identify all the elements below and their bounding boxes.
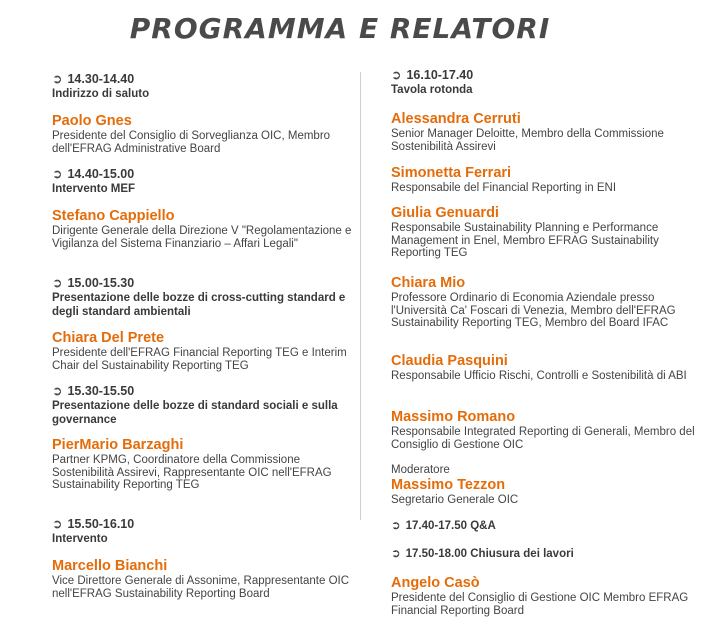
session-time: ➲ 17.40-17.50 Q&A <box>391 520 496 532</box>
arrow-icon: ➲ <box>391 548 401 560</box>
arrow-icon: ➲ <box>52 72 63 86</box>
arrow-icon: ➲ <box>52 384 63 398</box>
column-divider <box>360 72 361 520</box>
speaker-name: Simonetta Ferrari <box>391 165 512 181</box>
speaker-role: Vice Direttore Generale di Assonime, Rappresentante OIC nell'EFRAG Sustainability Reporting Board <box>52 575 350 600</box>
moderator-block <box>391 463 701 507</box>
speaker-role: Dirigente Generale della Direzione V "Regolamentazione e Vigilanza del Sistema Finanziario – Affari Legali" <box>52 225 352 250</box>
speaker-role: Responsabile Integrated Reporting di Generali, Membro del Consiglio di Gestione OIC <box>391 426 695 451</box>
session-time: ➲ 16.10-17.40 <box>391 68 474 82</box>
moderator-label: Moderatore <box>391 464 450 476</box>
speaker-name: Giulia Genuardi <box>391 205 499 221</box>
session-block <box>391 547 701 562</box>
arrow-icon: ➲ <box>52 276 63 290</box>
session-time: ➲ 15.50-16.10 <box>52 517 135 531</box>
session-block <box>52 517 352 546</box>
session-block <box>52 384 352 427</box>
speaker-name: Stefano Cappiello <box>52 208 175 224</box>
arrow-icon: ➲ <box>52 167 63 181</box>
speaker-name: Angelo Casò <box>391 575 480 591</box>
session-title: Intervento MEF <box>52 183 136 195</box>
session-time: ➲ 14.40-15.00 <box>52 167 135 181</box>
session-title: Intervento <box>52 533 108 545</box>
session-block <box>391 519 701 534</box>
speaker-name: Chiara Del Prete <box>52 330 165 346</box>
session-block <box>52 72 352 101</box>
speaker-name: Claudia Pasquini <box>391 353 508 369</box>
speaker-role: Partner KPMG, Coordinatore della Commissione Sostenibilità Assirevi, Rappresentante OIC nell'EFRAG Sustainability Reporting TEG <box>52 454 332 492</box>
speaker-block <box>52 208 352 250</box>
speaker-role: Presidente dell'EFRAG Financial Reporting TEG e Interim Chair del Sustainability Reporting TEG <box>52 347 347 372</box>
arrow-icon: ➲ <box>391 520 401 532</box>
speaker-role: Segretario Generale OIC <box>391 494 519 506</box>
session-title: Presentazione delle bozze di cross-cutting standard e degli standard ambientali <box>52 292 346 318</box>
session-title: Tavola rotonda <box>391 84 473 96</box>
session-title: Q&A <box>470 520 496 532</box>
session-block <box>391 68 701 97</box>
speaker-block <box>391 165 701 195</box>
page-title: PROGRAMMA E RELATORI <box>129 12 551 45</box>
speaker-block <box>391 275 701 330</box>
session-time: ➲ 15.00-15.30 <box>52 276 135 290</box>
speaker-block <box>391 409 701 451</box>
speaker-role: Senior Manager Deloitte, Membro della Commissione Sostenibilità Assirevi <box>391 128 664 153</box>
speaker-role: Presidente del Consiglio di Gestione OIC Membro EFRAG Financial Reporting Board <box>391 592 689 617</box>
speaker-name: Marcello Bianchi <box>52 558 168 574</box>
session-title: Chiusura dei lavori <box>470 548 574 560</box>
arrow-icon: ➲ <box>52 517 63 531</box>
speaker-name: Paolo Gnes <box>52 113 132 129</box>
speaker-role: Responsabile Ufficio Rischi, Controlli e Sostenibilità di ABI <box>391 370 687 382</box>
session-title: Presentazione delle bozze di standard sociali e sulla governance <box>52 400 338 426</box>
speaker-block <box>391 353 701 383</box>
arrow-icon: ➲ <box>391 68 402 82</box>
session-title: Indirizzo di saluto <box>52 88 150 100</box>
speaker-block <box>391 575 701 617</box>
speaker-block <box>52 330 352 372</box>
speaker-name: Massimo Romano <box>391 409 516 425</box>
speaker-role: Professore Ordinario di Economia Aziendale presso l'Università Ca' Foscari di Venezia, Membro dell'EFRAG Sustainability Reporting TEG, Membro del Board IFAC <box>391 292 676 330</box>
speaker-name: PierMario Barzaghi <box>52 437 184 453</box>
session-block <box>52 167 352 196</box>
speaker-block <box>52 558 352 600</box>
speaker-block <box>52 437 352 492</box>
session-time: ➲ 14.30-14.40 <box>52 72 135 86</box>
session-block <box>52 276 352 319</box>
speaker-block <box>391 111 701 153</box>
session-time: ➲ 15.30-15.50 <box>52 384 135 398</box>
speaker-role: Responsabile Sustainability Planning e Performance Management in Enel, Membro EFRAG Sustainability Reporting TEG <box>391 222 659 260</box>
speaker-name: Alessandra Cerruti <box>391 111 521 127</box>
speaker-name: Massimo Tezzon <box>391 477 506 493</box>
speaker-block <box>391 205 701 260</box>
speaker-role: Presidente del Consiglio di Sorveglianza OIC, Membro dell'EFRAG Administrative Board <box>52 130 331 155</box>
speaker-block <box>52 113 352 155</box>
speaker-name: Chiara Mio <box>391 275 466 291</box>
session-time: ➲ 17.50-18.00 Chiusura dei lavori <box>391 548 574 560</box>
speaker-role: Responsabile del Financial Reporting in ENI <box>391 182 617 194</box>
